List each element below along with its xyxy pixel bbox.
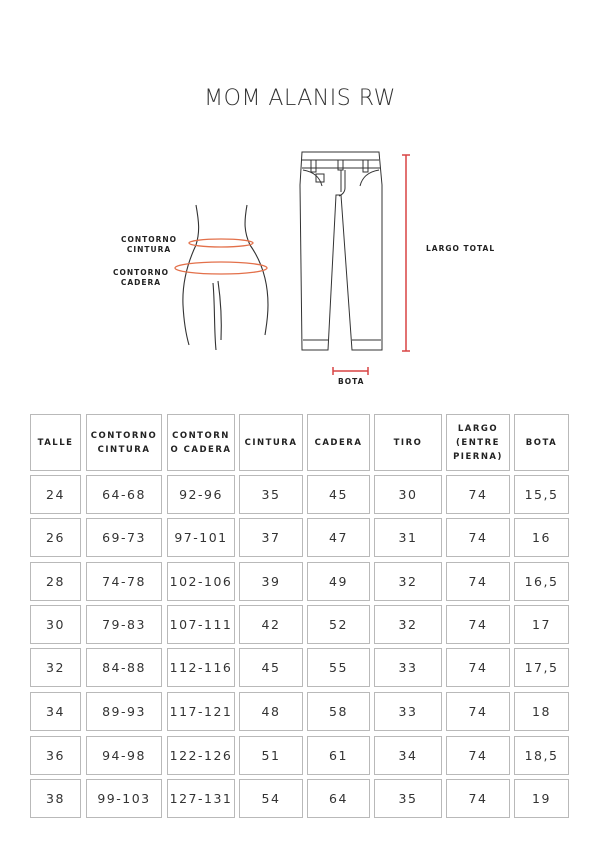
table-cell: 19 bbox=[514, 779, 569, 818]
table-cell: 79-83 bbox=[86, 605, 162, 644]
header-cell: CINTURA bbox=[239, 414, 303, 471]
table-cell: 39 bbox=[239, 562, 303, 601]
table-cell: 94-98 bbox=[86, 736, 162, 775]
table-cell: 74 bbox=[446, 475, 510, 514]
table-cell: 48 bbox=[239, 692, 303, 731]
header-cell: TIRO bbox=[374, 414, 442, 471]
table-cell: 64 bbox=[307, 779, 370, 818]
table-cell: 37 bbox=[239, 518, 303, 557]
table-cell: 45 bbox=[239, 648, 303, 687]
table-cell: 35 bbox=[239, 475, 303, 514]
table-cell: 26 bbox=[30, 518, 81, 557]
label-contorno-cadera: CONTORNO CADERA bbox=[112, 268, 170, 287]
table-cell: 74 bbox=[446, 605, 510, 644]
table-cell: 74 bbox=[446, 648, 510, 687]
table-cell: 38 bbox=[30, 779, 81, 818]
table-cell: 55 bbox=[307, 648, 370, 687]
table-cell: 33 bbox=[374, 692, 442, 731]
table-cell: 122-126 bbox=[167, 736, 235, 775]
table-cell: 32 bbox=[30, 648, 81, 687]
table-cell: 35 bbox=[374, 779, 442, 818]
page-title: MOM ALANIS RW bbox=[204, 86, 396, 111]
table-cell: 17,5 bbox=[514, 648, 569, 687]
table-cell: 17 bbox=[514, 605, 569, 644]
table-cell: 47 bbox=[307, 518, 370, 557]
header-cell: CADERA bbox=[307, 414, 370, 471]
table-cell: 16,5 bbox=[514, 562, 569, 601]
table-cell: 64-68 bbox=[86, 475, 162, 514]
table-cell: 34 bbox=[374, 736, 442, 775]
table-cell: 33 bbox=[374, 648, 442, 687]
table-cell: 28 bbox=[30, 562, 81, 601]
table-cell: 89-93 bbox=[86, 692, 162, 731]
table-cell: 18,5 bbox=[514, 736, 569, 775]
header-cell: BOTA bbox=[514, 414, 569, 471]
table-cell: 107-111 bbox=[167, 605, 235, 644]
label-bota: BOTA bbox=[338, 377, 365, 386]
table-cell: 42 bbox=[239, 605, 303, 644]
table-cell: 112-116 bbox=[167, 648, 235, 687]
table-cell: 58 bbox=[307, 692, 370, 731]
table-cell: 24 bbox=[30, 475, 81, 514]
table-cell: 117-121 bbox=[167, 692, 235, 731]
table-cell: 61 bbox=[307, 736, 370, 775]
table-cell: 74 bbox=[446, 779, 510, 818]
header-cell: CONTORNO CINTURA bbox=[86, 414, 162, 471]
table-cell: 99-103 bbox=[86, 779, 162, 818]
table-cell: 51 bbox=[239, 736, 303, 775]
table-cell: 32 bbox=[374, 605, 442, 644]
header-cell: LARGO (ENTRE PIERNA) bbox=[446, 414, 510, 471]
table-cell: 18 bbox=[514, 692, 569, 731]
table-cell: 34 bbox=[30, 692, 81, 731]
label-largo-total: LARGO TOTAL bbox=[426, 244, 496, 253]
table-cell: 92-96 bbox=[167, 475, 235, 514]
table-cell: 127-131 bbox=[167, 779, 235, 818]
table-cell: 32 bbox=[374, 562, 442, 601]
table-cell: 45 bbox=[307, 475, 370, 514]
table-cell: 74 bbox=[446, 518, 510, 557]
table-cell: 52 bbox=[307, 605, 370, 644]
table-cell: 30 bbox=[374, 475, 442, 514]
table-cell: 15,5 bbox=[514, 475, 569, 514]
table-cell: 69-73 bbox=[86, 518, 162, 557]
table-cell: 49 bbox=[307, 562, 370, 601]
table-cell: 84-88 bbox=[86, 648, 162, 687]
table-cell: 102-106 bbox=[167, 562, 235, 601]
table-cell: 36 bbox=[30, 736, 81, 775]
table-cell: 74-78 bbox=[86, 562, 162, 601]
table-cell: 97-101 bbox=[167, 518, 235, 557]
header-cell: TALLE bbox=[30, 414, 81, 471]
table-cell: 54 bbox=[239, 779, 303, 818]
label-contorno-cintura: CONTORNO CINTURA bbox=[120, 235, 178, 254]
table-cell: 31 bbox=[374, 518, 442, 557]
table-cell: 74 bbox=[446, 736, 510, 775]
table-cell: 30 bbox=[30, 605, 81, 644]
table-cell: 16 bbox=[514, 518, 569, 557]
table-cell: 74 bbox=[446, 562, 510, 601]
header-cell: CONTORN O CADERA bbox=[167, 414, 235, 471]
table-cell: 74 bbox=[446, 692, 510, 731]
